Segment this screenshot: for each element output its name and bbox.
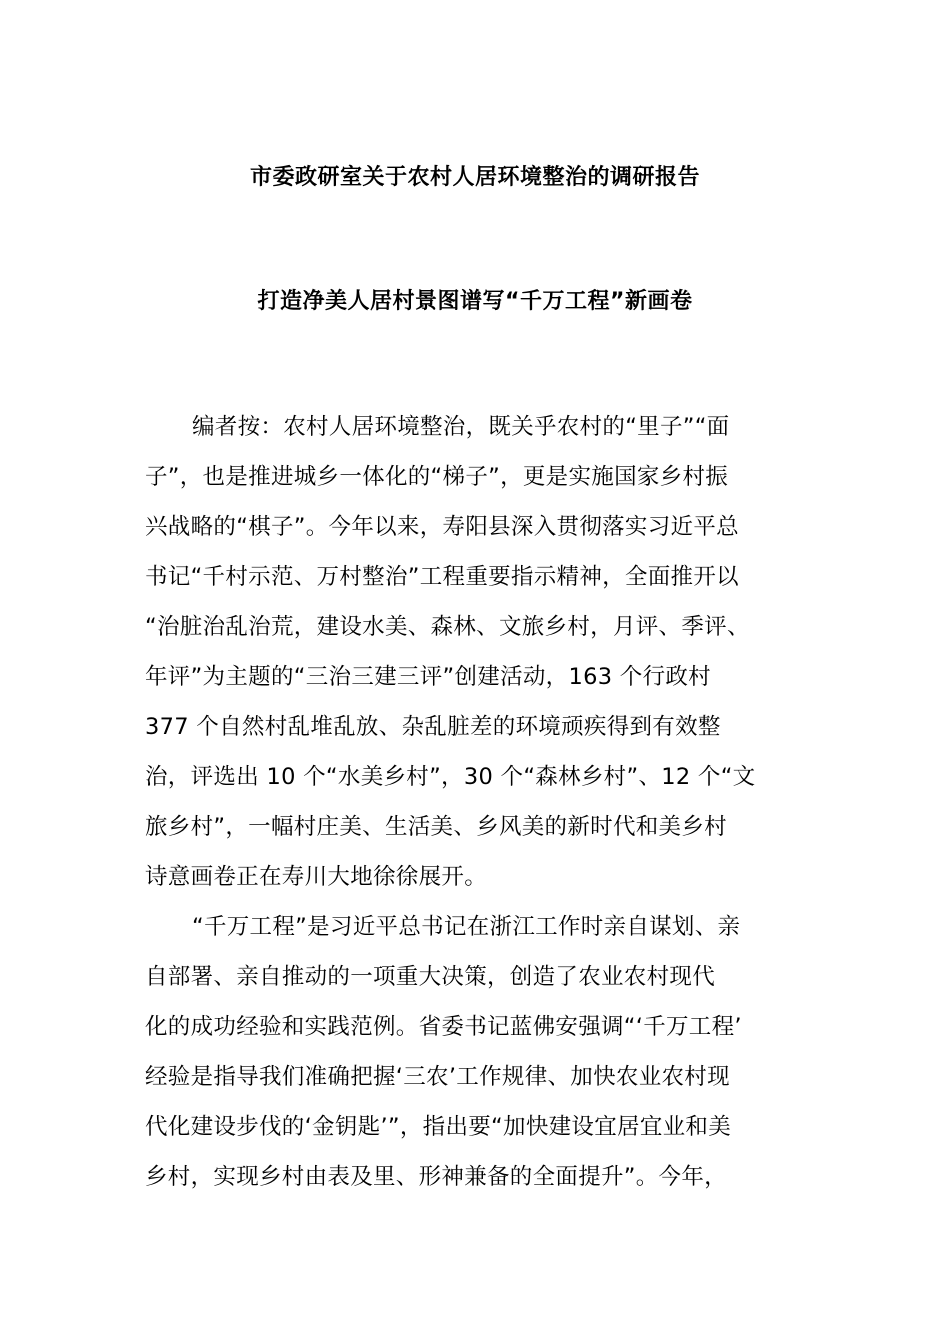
body-line: 治，评选出 10 个“水美乡村”，30 个“森林乡村”、12 个“文 (145, 764, 756, 790)
body-line: “治脏治乱治荒，建设水美、森林、文旅乡村，月评、季评、 (145, 614, 750, 640)
body-line: 代化建设步伐的‘金钥匙’”，指出要“加快建设宜居宜业和美 (145, 1114, 732, 1140)
body-line: 旅乡村”，一幅村庄美、生活美、乡风美的新时代和美乡村 (145, 814, 727, 840)
body-line: 乡村，实现乡村由表及里、形神兼备的全面提升”。今年， (145, 1164, 727, 1190)
body-line: 诗意画卷正在寿川大地徐徐展开。 (145, 864, 488, 890)
document-subtitle: 打造净美人居村景图谱写“千万工程”新画卷 (257, 289, 693, 314)
document-title: 市委政研室关于农村人居环境整治的调研报告 (249, 165, 700, 190)
body-line: 化的成功经验和实践范例。省委书记蓝佛安强调“‘千万工程’ (145, 1014, 742, 1040)
body-line: 自部署、亲自推动的一项重大决策，创造了农业农村现代 (145, 964, 716, 990)
body-line: 377 个自然村乱堆乱放、杂乱脏差的环境顽疾得到有效整 (145, 714, 721, 740)
body-line: 子”，也是推进城乡一体化的“梯子”，更是实施国家乡村振 (145, 464, 729, 490)
body-line: 编者按：农村人居环境整治，既关乎农村的“里子”“面 (192, 414, 730, 440)
body-line: 经验是指导我们准确把握‘三农’工作规律、加快农业农村现 (145, 1064, 730, 1090)
body-line: 年评”为主题的“三治三建三评”创建活动，163 个行政村 (145, 664, 711, 690)
body-line: 兴战略的“棋子”。今年以来，寿阳县深入贯彻落实习近平总 (145, 514, 739, 540)
body-line: 书记“千村示范、万村整治”工程重要指示精神，全面推开以 (145, 564, 739, 590)
body-line: “千万工程”是习近平总书记在浙江工作时亲自谋划、亲 (192, 914, 741, 940)
